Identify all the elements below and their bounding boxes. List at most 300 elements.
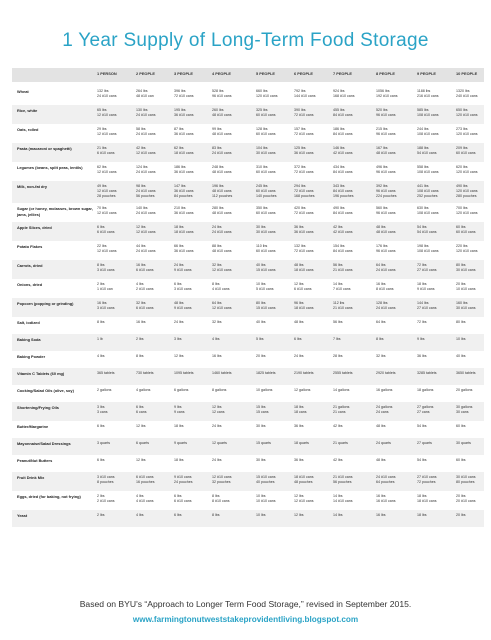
cell-line: 365 tablets	[97, 371, 115, 375]
cell-line: 7 lbs	[333, 337, 341, 341]
table-cell	[212, 165, 232, 175]
table-cell	[456, 282, 476, 292]
table-cell	[417, 337, 425, 342]
cell-line: 24 lbs	[212, 225, 222, 229]
table-cell	[174, 282, 192, 292]
column-header: 3 PEOPLE	[174, 71, 194, 76]
cell-line: 80 pouches	[456, 480, 475, 485]
cell-line: 4 lbs	[136, 282, 144, 286]
cell-line: 1056 lbs	[376, 89, 390, 93]
cell-line: 198 lbs	[417, 244, 429, 248]
table-cell	[136, 424, 146, 429]
cell-line: 21 lbs	[97, 146, 107, 150]
row-label: Mayonnaise/Salad Dressings	[17, 441, 71, 446]
cell-line: 924 lbs	[333, 89, 345, 93]
cell-line: 28 lbs	[333, 354, 343, 358]
table-cell	[212, 263, 232, 273]
table-cell	[212, 301, 232, 311]
cell-line: 22 lbs	[97, 244, 107, 248]
table-cell	[456, 127, 478, 137]
table-cell	[136, 388, 150, 393]
cell-line: 60 #10 cans	[456, 230, 476, 235]
cell-line: 64 lbs	[212, 301, 222, 305]
cell-line: 12 lbs	[294, 513, 304, 517]
cell-line: 6 lbs	[174, 513, 182, 517]
cell-line: 20 lbs	[256, 354, 266, 358]
cell-line: 120 #10 cans	[456, 132, 478, 137]
cell-line: 12 lbs	[136, 225, 146, 229]
table-row	[12, 181, 484, 203]
cell-line: 12 #10 cans	[97, 113, 117, 118]
cell-line: 112 lbs	[333, 301, 345, 305]
table-cell	[456, 354, 466, 359]
cell-line: 29 lbs	[97, 127, 107, 131]
cell-line: 24 pouches	[174, 480, 193, 485]
cell-line: 215 lbs	[376, 127, 388, 131]
table-cell	[376, 127, 396, 137]
cell-line: 14 lbs	[333, 513, 343, 517]
table-row	[12, 279, 484, 298]
cell-line: 60 #10 cans	[256, 170, 276, 175]
column-header: 10 PEOPLE	[456, 71, 478, 76]
table-cell	[417, 354, 427, 359]
table-cell	[97, 127, 117, 137]
cell-line: 18 cans	[294, 410, 307, 415]
cell-line: 30 quarts	[456, 441, 471, 445]
table-cell	[333, 165, 353, 175]
table-cell	[417, 405, 433, 415]
table-cell	[456, 146, 476, 156]
table-cell	[97, 475, 115, 485]
row-label: Baking Powder	[17, 354, 46, 359]
table-cell	[294, 146, 314, 156]
cell-line: 60 lbs	[456, 225, 466, 229]
table-cell	[376, 282, 394, 292]
cell-line: 18 lbs	[174, 225, 184, 229]
table-cell	[256, 244, 276, 254]
table-cell	[376, 337, 384, 342]
cell-line: 80 lbs	[456, 263, 466, 267]
cell-line: 146 lbs	[333, 146, 345, 150]
table-cell	[136, 354, 144, 359]
cell-line: 1 #10 can	[97, 287, 113, 292]
cell-line: 40 pouches	[256, 480, 275, 485]
table-cell	[256, 458, 266, 463]
cell-line: 4 #10 cans	[212, 287, 230, 292]
table-cell	[256, 405, 269, 415]
cell-line: 154 lbs	[333, 244, 345, 248]
cell-line: 96 #10 cans	[376, 189, 396, 194]
cell-line: 120 #10 cans	[456, 170, 478, 175]
cell-line: 42 #10 cans	[333, 230, 353, 235]
cell-line: 36 #10 cans	[174, 249, 194, 254]
table-cell	[376, 494, 396, 504]
cell-line: 224 pouches	[376, 194, 397, 199]
cell-line: 441 lbs	[417, 184, 429, 188]
table-cell	[417, 206, 439, 216]
cell-line: 48 lbs	[174, 301, 184, 305]
cell-line: 30 #10 cans	[456, 306, 476, 311]
cell-line: 96 lbs	[294, 301, 304, 305]
row-label: Eggs, dried (for baking, not frying)	[17, 494, 81, 499]
cell-line: 144 lbs	[417, 301, 429, 305]
cell-line: 520 lbs	[376, 108, 388, 112]
table-cell	[136, 475, 155, 485]
cell-line: 14 lbs	[333, 494, 343, 498]
table-cell	[212, 475, 232, 485]
cell-line: 9 #10 cans	[417, 287, 435, 292]
cell-line: 24 gallons	[376, 405, 393, 409]
table-cell	[333, 263, 353, 273]
table-cell	[256, 206, 276, 216]
row-label: Salt, iodized	[17, 320, 40, 325]
table-cell	[212, 146, 232, 156]
table-row	[12, 298, 484, 317]
cell-line: 144 #10 cans	[294, 94, 316, 99]
table-cell	[174, 301, 192, 311]
table-cell	[97, 108, 117, 118]
cell-line: 12 lbs	[294, 282, 304, 286]
cell-line: 6 lbs	[174, 282, 182, 286]
cell-line: 8 gallons	[212, 388, 227, 392]
table-cell	[417, 441, 432, 446]
row-label: Peanut/Nut Butters	[17, 458, 53, 463]
cell-line: 2 #10 cans	[136, 287, 154, 292]
cell-line: 192 #10 cans	[376, 94, 398, 99]
cell-line: 3 cans	[97, 410, 108, 415]
row-label: Oats, rolled	[17, 127, 39, 132]
cell-line: 6 #10 cans	[136, 475, 154, 479]
cell-line: 6 lbs	[97, 424, 105, 428]
table-cell	[97, 441, 110, 446]
table-cell	[376, 225, 396, 235]
table-cell	[417, 127, 439, 137]
table-cell	[333, 108, 353, 118]
cell-line: 30 #10 cans	[256, 151, 276, 156]
table-cell	[333, 184, 354, 200]
cell-line: 125 lbs	[294, 146, 306, 150]
cell-line: 36 #10 cans	[174, 189, 194, 194]
table-cell	[212, 441, 227, 446]
cell-line: 40 lbs	[256, 320, 266, 324]
cell-line: 24 quarts	[376, 441, 391, 445]
cell-line: 24 lbs	[212, 458, 222, 462]
cell-line: 1825 tablets	[256, 371, 276, 375]
cell-line: 4 lbs	[136, 494, 144, 498]
cell-line: 24 lbs	[212, 424, 222, 428]
cell-line: 6 #10 cans	[97, 151, 115, 156]
table-cell	[376, 320, 386, 325]
cell-line: 120 #10 cans	[456, 113, 478, 118]
table-cell	[174, 108, 194, 118]
table-cell	[256, 282, 274, 292]
table-cell	[174, 494, 192, 504]
cell-line: 18 #10 cans	[294, 268, 314, 273]
table-cell	[376, 108, 396, 118]
cell-line: 3 quarts	[97, 441, 110, 445]
cell-line: 32 lbs	[136, 301, 146, 305]
cell-line: 60 lbs	[456, 424, 466, 428]
cell-line: 280 lbs	[212, 206, 224, 210]
table-cell	[136, 244, 156, 254]
cell-line: 42 lbs	[333, 225, 343, 229]
cell-line: 3 #10 cans	[97, 306, 115, 311]
table-row	[12, 222, 484, 241]
cell-line: 6 quarts	[136, 441, 149, 445]
cell-line: 60 #10 cans	[456, 151, 476, 156]
cell-line: 6 gallons	[174, 388, 189, 392]
table-cell	[97, 337, 103, 342]
cell-line: 9 #10 cans	[174, 268, 192, 273]
table-cell	[456, 89, 478, 99]
cell-line: 585 lbs	[417, 108, 429, 112]
cell-line: 15 lbs	[256, 405, 266, 409]
table-cell	[294, 475, 314, 485]
table-cell	[376, 371, 396, 376]
table-cell	[174, 441, 187, 446]
row-label: Pasta (macaroni or spaghetti)	[17, 146, 72, 151]
table-cell	[417, 146, 437, 156]
table-cell	[212, 354, 222, 359]
cell-line: 32 pouches	[212, 480, 231, 485]
cell-line: 48 #10 cans	[212, 249, 232, 254]
cell-line: 9 #10 cans	[174, 475, 192, 479]
cell-line: 72 #10 cans	[294, 189, 314, 194]
cell-line: 12 #10 cans	[136, 230, 156, 235]
cell-line: 264 lbs	[136, 89, 148, 93]
table-cell	[212, 424, 222, 429]
cell-line: 12 lbs	[174, 354, 184, 358]
cell-line: 3 lbs	[174, 337, 182, 341]
row-label: Rice, white	[17, 108, 38, 113]
table-cell	[174, 127, 194, 137]
cell-line: 80 lbs	[456, 320, 466, 324]
cell-line: 108 #10 cans	[417, 211, 439, 216]
cell-line: 128 lbs	[256, 127, 268, 131]
table-cell	[97, 165, 117, 175]
table-cell	[136, 127, 156, 137]
table-cell	[136, 301, 154, 311]
cell-line: 14 gallons	[333, 388, 350, 392]
cell-line: 10 #10 cans	[256, 499, 276, 504]
cell-line: 12 #10 cans	[97, 132, 117, 137]
cell-line: 30 #10 cans	[456, 268, 476, 273]
table-cell	[417, 244, 439, 254]
cell-line: 8 #10 cans	[376, 287, 394, 292]
table-cell	[376, 513, 386, 518]
table-row	[12, 334, 484, 351]
cell-line: 60 #10 cans	[256, 189, 276, 194]
cell-line: 128 lbs	[376, 301, 388, 305]
cell-line: 18 #10 cans	[174, 230, 194, 235]
cell-line: 54 lbs	[417, 458, 427, 462]
cell-line: 21 gallons	[333, 405, 350, 409]
table-cell	[333, 405, 349, 415]
cell-line: 5 #10 cans	[256, 287, 274, 292]
cell-line: 220 lbs	[456, 244, 468, 248]
cell-line: 12 lbs	[136, 458, 146, 462]
table-cell	[456, 184, 478, 200]
table-cell	[294, 89, 316, 99]
table-cell	[212, 494, 230, 504]
cell-line: 99 lbs	[212, 127, 222, 131]
table-cell	[294, 127, 314, 137]
table-cell	[174, 405, 185, 415]
cell-line: 80 lbs	[256, 301, 266, 305]
table-cell	[417, 301, 437, 311]
cell-line: 72 lbs	[417, 263, 427, 267]
table-cell	[417, 108, 439, 118]
table-cell	[456, 108, 478, 118]
cell-line: 24 #10 cans	[376, 268, 396, 273]
cell-line: 160 lbs	[456, 301, 468, 305]
cell-line: 104 lbs	[256, 146, 268, 150]
table-cell	[333, 458, 343, 463]
column-header: 1 PERSON	[97, 71, 117, 76]
cell-line: 18 #10 cans	[294, 475, 314, 479]
table-cell	[212, 371, 232, 376]
table-cell	[174, 184, 194, 200]
cell-line: 32 lbs	[212, 320, 222, 324]
table-cell	[256, 513, 266, 518]
cell-line: 12 #10 cans	[212, 475, 232, 479]
cell-line: 168 #10 cans	[333, 94, 355, 99]
table-cell	[212, 320, 222, 325]
cell-line: 48 lbs	[294, 263, 304, 267]
cell-line: 2 lbs	[136, 337, 144, 341]
table-cell	[212, 206, 232, 216]
table-cell	[294, 108, 314, 118]
cell-line: 16 #10 cans	[376, 499, 396, 504]
cell-line: 21 #10 cans	[333, 475, 353, 479]
cell-line: 27 #10 cans	[417, 306, 437, 311]
cell-line: 2 #10 cans	[97, 499, 115, 504]
cell-line: 6 #10 cans	[97, 230, 115, 235]
table-cell	[136, 282, 154, 292]
cell-line: 3285 tablets	[417, 371, 437, 375]
cell-line: 24 #10 cans	[97, 94, 117, 99]
cell-line: 6 #10 cans	[174, 499, 192, 504]
cell-line: 96 #10 cans	[376, 113, 396, 118]
cell-line: 84 #10 cans	[333, 249, 353, 254]
cell-line: 390 lbs	[294, 108, 306, 112]
table-cell	[97, 371, 115, 376]
table-cell	[333, 146, 353, 156]
table-cell	[456, 263, 476, 273]
cell-line: 120 #10 cans	[256, 94, 278, 99]
table-cell	[256, 225, 276, 235]
table-cell	[136, 206, 156, 216]
cell-line: 40 lbs	[456, 354, 466, 358]
cell-line: 64 pouches	[376, 480, 395, 485]
row-label: Potato Flakes	[17, 244, 43, 249]
table-cell	[256, 371, 276, 376]
table-cell	[212, 388, 226, 393]
blog-url: www.farmingtonutweststakeprovidentliving.blogspot.com	[132, 615, 359, 624]
table-cell	[333, 225, 353, 235]
cell-line: 36 lbs	[417, 354, 427, 358]
table-cell	[333, 320, 343, 325]
cell-line: 48 #10 cans	[376, 151, 396, 156]
cell-line: 620 lbs	[456, 165, 468, 169]
cell-line: 16 pouches	[136, 480, 155, 485]
cell-line: 48 #10 cans	[212, 170, 232, 175]
cell-line: 42 #10 cans	[333, 151, 353, 156]
table-cell	[333, 282, 351, 292]
cell-line: 18 #10 cans	[174, 151, 194, 156]
cell-line: 84 #10 cans	[333, 211, 353, 216]
table-row	[12, 438, 484, 455]
row-label: Shortening/Frying Oils	[17, 405, 59, 410]
cell-line: 24 lbs	[174, 263, 184, 267]
table-cell	[212, 127, 232, 137]
cell-line: 132 lbs	[294, 244, 306, 248]
cell-line: 21 #10 cans	[333, 268, 353, 273]
cell-line: 27 quarts	[417, 441, 432, 445]
cell-line: 18 #10 cans	[417, 499, 437, 504]
cell-line: 1095 tablets	[174, 371, 194, 375]
cell-line: 18 lbs	[417, 282, 427, 286]
cell-line: 4 lbs	[136, 513, 144, 517]
table-cell	[456, 244, 478, 254]
cell-line: 10 #10 cans	[456, 287, 476, 292]
column-header: 9 PEOPLE	[417, 71, 437, 76]
cell-line: 18 quarts	[294, 441, 309, 445]
cell-line: 64 lbs	[376, 263, 386, 267]
cell-line: 1 lb	[97, 337, 103, 341]
cell-line: 16 lbs	[97, 301, 107, 305]
table-cell	[212, 184, 232, 200]
cell-line: 60 #10 cans	[256, 113, 276, 118]
cell-line: 96 #10 cans	[376, 249, 396, 254]
cell-line: 108 #10 cans	[417, 113, 439, 118]
cell-line: 6 #10 cans	[136, 268, 154, 273]
row-label: Vitamin C Tablets (60 mg)	[17, 371, 65, 376]
cell-line: 8 lbs	[212, 494, 220, 498]
table-cell	[136, 513, 144, 518]
table-cell	[97, 405, 108, 415]
cell-line: 12 lbs	[136, 424, 146, 428]
table-cell	[417, 320, 427, 325]
cell-line: 9 lbs	[417, 337, 425, 341]
row-label: Baking Soda	[17, 337, 41, 342]
cell-line: 36 #10 cans	[174, 113, 194, 118]
table-cell	[456, 225, 476, 235]
table-cell	[136, 165, 156, 175]
cell-line: 6 lbs	[97, 225, 105, 229]
cell-line: 84 #10 cans	[333, 113, 353, 118]
table-cell	[376, 184, 397, 200]
table-cell	[333, 127, 353, 137]
cell-line: 72 #10 cans	[174, 94, 194, 99]
table-cell	[456, 371, 476, 376]
cell-line: 210 lbs	[174, 206, 186, 210]
table-cell	[97, 146, 115, 156]
cell-line: 48 #10 cans	[212, 211, 232, 216]
table-cell	[97, 513, 105, 518]
table-cell	[212, 244, 232, 254]
cell-line: 18 lbs	[174, 424, 184, 428]
cell-line: 72 #10 cans	[294, 170, 314, 175]
cell-line: 24 #10 cans	[136, 211, 156, 216]
cell-line: 36 lbs	[294, 458, 304, 462]
cell-line: 660 lbs	[256, 89, 268, 93]
table-row	[12, 105, 484, 124]
table-cell	[174, 513, 182, 518]
cell-line: 3 #10 cans	[174, 287, 192, 292]
table-cell	[376, 388, 392, 393]
table-cell	[97, 206, 117, 216]
